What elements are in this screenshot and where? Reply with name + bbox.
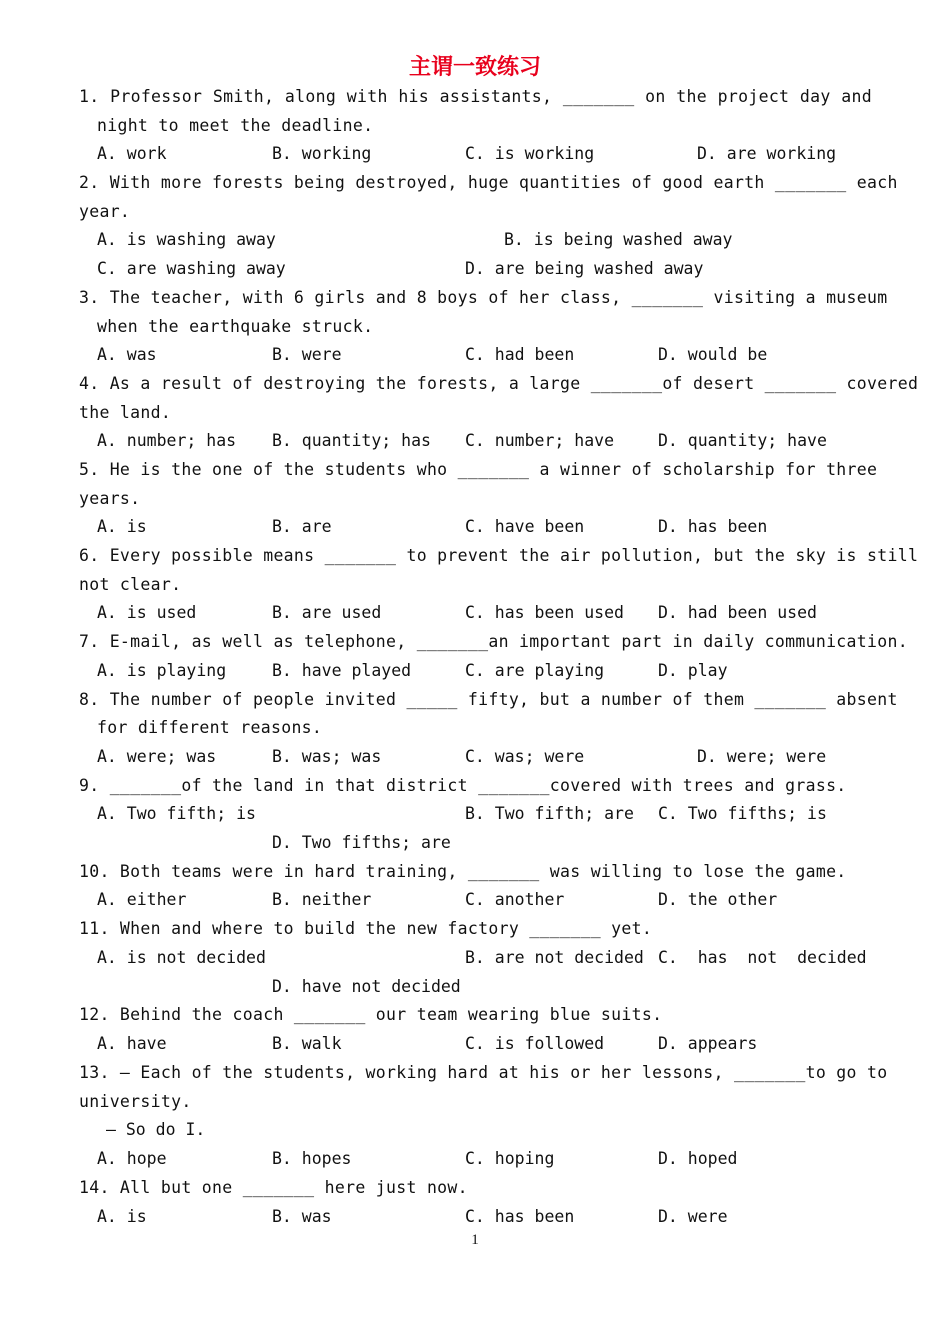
question-14-option-d: D. were — [658, 1207, 728, 1226]
question-8-option-b: B. was; was — [272, 747, 382, 766]
question-6-stem-line-2: not clear. — [79, 575, 182, 594]
question-2-stem-line-2: year. — [79, 202, 131, 221]
question-5-option-b: B. are — [272, 517, 332, 536]
question-11-stem-line-1: 11. When and where to build the new factory _______ yet. — [79, 919, 653, 938]
page-number: 1 — [471, 1232, 479, 1248]
question-9-option-b: B. Two fifth; are — [465, 804, 634, 823]
question-13-option-b: B. hopes — [272, 1149, 352, 1168]
question-12-stem-line-1: 12. Behind the coach _______ our team wearing blue suits. — [79, 1005, 663, 1024]
question-9-option-c: C. Two fifths; is — [658, 804, 827, 823]
question-12-option-a: A. have — [97, 1034, 167, 1053]
question-5-option-d: D. has been — [658, 517, 768, 536]
question-14-option-a: A. is — [97, 1207, 147, 1226]
question-8-option-a: A. were; was — [97, 747, 217, 766]
question-1-option-d: D. are working — [697, 144, 837, 163]
question-11-option-c: C. has not decided — [658, 948, 867, 967]
question-5-option-c: C. have been — [465, 517, 585, 536]
question-12-option-b: B. walk — [272, 1034, 342, 1053]
question-2-stem-line-1: 2. With more forests being destroyed, huge quantities of good earth _______ each — [79, 173, 898, 192]
question-13-stem-line-2: university. — [79, 1092, 192, 1111]
question-9-stem-line-1: 9. _______of the land in that district _______covered with trees and grass. — [79, 776, 847, 795]
question-5-stem-line-1: 5. He is the one of the students who _______ a winner of scholarship for three — [79, 460, 878, 479]
question-1-option-c: C. is working — [465, 144, 595, 163]
question-14-option-b: B. was — [272, 1207, 332, 1226]
question-10-stem-line-1: 10. Both teams were in hard training, _______ was willing to lose the game. — [79, 862, 847, 881]
question-10-option-c: C. another — [465, 890, 565, 909]
question-2-option-c: C. are washing away — [97, 259, 286, 278]
question-2-option-a: A. is washing away — [97, 230, 276, 249]
question-13-option-a: A. hope — [97, 1149, 167, 1168]
question-14-stem-line-1: 14. All but one _______ here just now. — [79, 1178, 468, 1197]
question-8-stem-line-2: for different reasons. — [97, 718, 323, 737]
question-8-option-c: C. was; were — [465, 747, 585, 766]
question-13-stem-line-1: 13. — Each of the students, working hard at his or her lessons, _______to go to — [79, 1063, 888, 1082]
question-7-option-b: B. have played — [272, 661, 412, 680]
question-13-option-d: D. hoped — [658, 1149, 738, 1168]
question-4-option-c: C. number; have — [465, 431, 615, 450]
question-4-option-a: A. number; has — [97, 431, 237, 450]
question-6-stem-line-1: 6. Every possible means _______ to prevent the air pollution, but the sky is still — [79, 546, 919, 565]
question-11-option-b: B. are not decided — [465, 948, 644, 967]
question-2-option-b: B. is being washed away — [504, 230, 733, 249]
question-9-option-d: D. Two fifths; are — [272, 833, 451, 852]
question-3-option-b: B. were — [272, 345, 342, 364]
question-4-stem-line-2: the land. — [79, 403, 172, 422]
question-7-option-c: C. are playing — [465, 661, 605, 680]
page-title: 主谓一致练习 — [408, 55, 541, 80]
question-8-stem-line-1: 8. The number of people invited _____ fifty, but a number of them _______ absent — [79, 690, 898, 709]
question-6-option-b: B. are used — [272, 603, 382, 622]
question-3-stem-line-1: 3. The teacher, with 6 girls and 8 boys of her class, _______ visiting a museum — [79, 288, 888, 307]
question-7-stem-line-1: 7. E-mail, as well as telephone, _______an important part in daily communication. — [79, 632, 908, 651]
question-3-option-d: D. would be — [658, 345, 768, 364]
question-10-option-a: A. either — [97, 890, 187, 909]
question-8-option-d: D. were; were — [697, 747, 827, 766]
question-14-option-c: C. has been — [465, 1207, 575, 1226]
question-3-stem-line-2: when the earthquake struck. — [97, 317, 374, 336]
question-6-option-c: C. has been used — [465, 603, 624, 622]
question-3-option-a: A. was — [97, 345, 157, 364]
question-6-option-a: A. is used — [97, 603, 197, 622]
question-5-option-a: A. is — [97, 517, 147, 536]
question-1-option-b: B. working — [272, 144, 372, 163]
question-6-option-d: D. had been used — [658, 603, 817, 622]
question-1-option-a: A. work — [97, 144, 167, 163]
question-7-option-d: D. play — [658, 661, 728, 680]
question-13-stem-line-3: — So do I. — [106, 1120, 206, 1139]
question-5-stem-line-2: years. — [79, 489, 141, 508]
question-11-option-a: A. is not decided — [97, 948, 266, 967]
question-2-option-d: D. are being washed away — [465, 259, 704, 278]
question-1-stem-line-1: 1. Professor Smith, along with his assistants, _______ on the project day and — [79, 87, 872, 106]
question-12-option-c: C. is followed — [465, 1034, 605, 1053]
question-7-option-a: A. is playing — [97, 661, 227, 680]
question-4-option-b: B. quantity; has — [272, 431, 431, 450]
question-10-option-d: D. the other — [658, 890, 778, 909]
question-10-option-b: B. neither — [272, 890, 372, 909]
question-12-option-d: D. appears — [658, 1034, 758, 1053]
question-4-stem-line-1: 4. As a result of destroying the forests, a large _______of desert _______ covered — [79, 374, 919, 393]
question-4-option-d: D. quantity; have — [658, 431, 827, 450]
question-11-option-d: D. have not decided — [272, 977, 461, 996]
question-13-option-c: C. hoping — [465, 1149, 555, 1168]
question-3-option-c: C. had been — [465, 345, 575, 364]
question-1-stem-line-2: night to meet the deadline. — [97, 116, 374, 135]
question-9-option-a: A. Two fifth; is — [97, 804, 256, 823]
